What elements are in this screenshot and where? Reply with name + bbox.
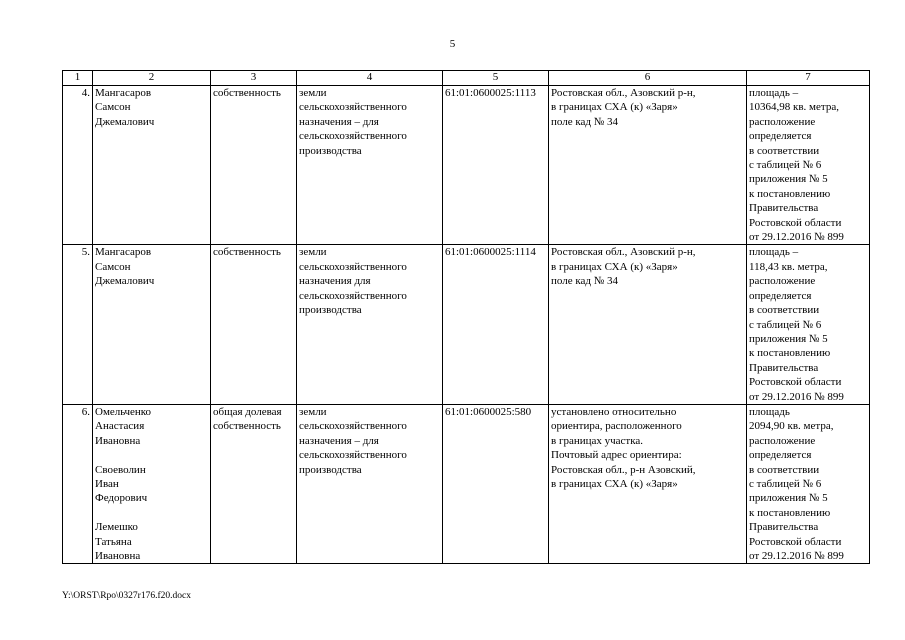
cell-line: производства xyxy=(299,463,362,476)
cell-location xyxy=(549,245,747,404)
cell-line: земли xyxy=(299,405,327,418)
cell-line: Джемалович xyxy=(95,275,155,288)
cell-line: площадь xyxy=(749,405,790,418)
cell-line: от 29.12.2016 № 899 xyxy=(749,550,844,562)
cell-line: сельскохозяйственного xyxy=(299,260,407,273)
cell-line: от 29.12.2016 № 899 xyxy=(749,231,844,244)
column-header: 1 xyxy=(63,71,93,86)
cell-line: приложения № 5 xyxy=(749,332,828,345)
cell-line: площадь – xyxy=(749,87,799,99)
cell-line: ориентира, расположенного xyxy=(551,420,682,433)
cell-land-category xyxy=(297,86,443,245)
cell-line: Татьяна xyxy=(95,535,132,548)
cell-line: определяется xyxy=(749,130,812,143)
column-header: 7 xyxy=(747,71,870,86)
cell-line: Ивановна xyxy=(95,549,141,562)
cell-line: в границах СХА (к) «Заря» xyxy=(551,101,678,114)
column-header: 3 xyxy=(211,71,297,86)
cell-line: Джемалович xyxy=(95,115,155,128)
cell-line: определяется xyxy=(749,289,812,302)
land-registry-table xyxy=(62,70,870,564)
cell-line: установлено относительно xyxy=(551,405,677,418)
cell-line: Лемешко xyxy=(95,521,138,534)
cell-number: 4. xyxy=(63,86,93,245)
cell-line: земли xyxy=(299,246,327,259)
cell-line xyxy=(95,506,208,520)
cell-line: Самсон xyxy=(95,101,131,114)
cell-location xyxy=(549,86,747,245)
cell-line: в границах участка. xyxy=(551,434,644,447)
cell-line: от 29.12.2016 № 899 xyxy=(749,390,844,403)
cell-line: Самсон xyxy=(95,260,131,273)
cell-line: расположение xyxy=(749,275,816,288)
cell-owner xyxy=(93,404,211,563)
cell-land-category xyxy=(297,245,443,404)
cell-line: сельскохозяйственного xyxy=(299,101,407,114)
cell-line: расположение xyxy=(749,115,816,128)
cell-cadastral-number: 61:01:0600025:580 xyxy=(443,404,549,563)
cell-area xyxy=(747,86,870,245)
cell-line: поле кад № 34 xyxy=(551,115,619,128)
cell-line: Своеволин xyxy=(95,463,146,476)
column-header: 5 xyxy=(443,71,549,86)
cell-line: приложения № 5 xyxy=(749,173,828,186)
cell-line: в границах СХА (к) «Заря» xyxy=(551,477,678,490)
cell-area xyxy=(747,404,870,563)
cell-line: Правительства xyxy=(749,361,819,374)
cell-location xyxy=(549,404,747,563)
table-row xyxy=(63,86,870,245)
cell-line: Омельченко xyxy=(95,405,152,418)
table-row xyxy=(63,404,870,563)
cell-owner xyxy=(93,86,211,245)
cell-line: назначения – для xyxy=(299,115,379,128)
page-number: 5 xyxy=(449,38,456,50)
cell-line: общая долевая xyxy=(213,405,282,418)
table-row xyxy=(63,245,870,404)
cell-line: сельскохозяйственного xyxy=(299,130,407,143)
cell-line: в соответствии xyxy=(749,144,820,157)
cell-line: назначения – для xyxy=(299,434,379,447)
cell-owner xyxy=(93,245,211,404)
cell-line: 2094,90 кв. метра, xyxy=(749,420,834,433)
cell-line: с таблицей № 6 xyxy=(749,159,822,172)
header-row xyxy=(63,71,870,86)
cell-number: 5. xyxy=(63,245,93,404)
cell-line: Ивановна xyxy=(95,434,141,447)
cell-line: назначения для xyxy=(299,275,371,288)
cell-line: производства xyxy=(299,144,362,157)
cell-line: Ростовская обл., Азовский р-н, xyxy=(551,246,696,259)
cell-line: Правительства xyxy=(749,521,819,534)
cell-line: собственность xyxy=(213,420,281,433)
cell-line: собственность xyxy=(213,246,281,259)
column-header: 4 xyxy=(297,71,443,86)
cell-cadastral-number: 61:01:0600025:1114 xyxy=(443,245,549,404)
cell-area xyxy=(747,245,870,404)
cell-right-type xyxy=(211,245,297,404)
cell-line: Мангасаров xyxy=(95,246,152,259)
cell-line xyxy=(95,448,208,462)
cell-line: Иван xyxy=(95,477,119,490)
cell-line: Ростовская обл., р-н Азовский, xyxy=(551,463,696,476)
cell-line: Ростовской области xyxy=(749,216,842,229)
cell-line: производства xyxy=(299,304,362,317)
cell-line: определяется xyxy=(749,449,812,462)
cell-right-type xyxy=(211,404,297,563)
cell-line: сельскохозяйственного xyxy=(299,289,407,302)
cell-line: Федорович xyxy=(95,492,148,505)
cell-line: приложения № 5 xyxy=(749,492,828,505)
cell-line: сельскохозяйственного xyxy=(299,420,407,433)
footer-file-path: Y:\ORST\Rpo\0327r176.f20.docx xyxy=(62,591,191,601)
cell-line: расположение xyxy=(749,434,816,447)
column-header: 2 xyxy=(93,71,211,86)
cell-land-category xyxy=(297,404,443,563)
cell-line: к постановлению xyxy=(749,347,831,360)
cell-number: 6. xyxy=(63,404,93,563)
cell-cadastral-number: 61:01:0600025:1113 xyxy=(443,86,549,245)
cell-line: сельскохозяйственного xyxy=(299,449,407,462)
cell-line: Мангасаров xyxy=(95,87,152,99)
cell-line: Ростовская обл., Азовский р-н, xyxy=(551,87,696,99)
cell-line: в границах СХА (к) «Заря» xyxy=(551,260,678,273)
cell-line: в соответствии xyxy=(749,304,820,317)
cell-line: Ростовской области xyxy=(749,535,842,548)
cell-line: Почтовый адрес ориентира: xyxy=(551,449,682,462)
cell-line: площадь – xyxy=(749,246,799,259)
cell-line: Правительства xyxy=(749,202,819,215)
cell-line: 118,43 кв. метра, xyxy=(749,260,828,273)
cell-line: поле кад № 34 xyxy=(551,275,619,288)
cell-line: к постановлению xyxy=(749,187,831,200)
cell-right-type xyxy=(211,86,297,245)
cell-line: с таблицей № 6 xyxy=(749,318,822,331)
cell-line: с таблицей № 6 xyxy=(749,477,822,490)
cell-line: Ростовской области xyxy=(749,376,842,389)
column-header: 6 xyxy=(549,71,747,86)
cell-line: в соответствии xyxy=(749,463,820,476)
cell-line: Анастасия xyxy=(95,420,145,433)
cell-line: к постановлению xyxy=(749,506,831,519)
cell-line: 10364,98 кв. метра, xyxy=(749,101,839,114)
cell-line: земли xyxy=(299,87,327,99)
cell-line: собственность xyxy=(213,87,281,99)
